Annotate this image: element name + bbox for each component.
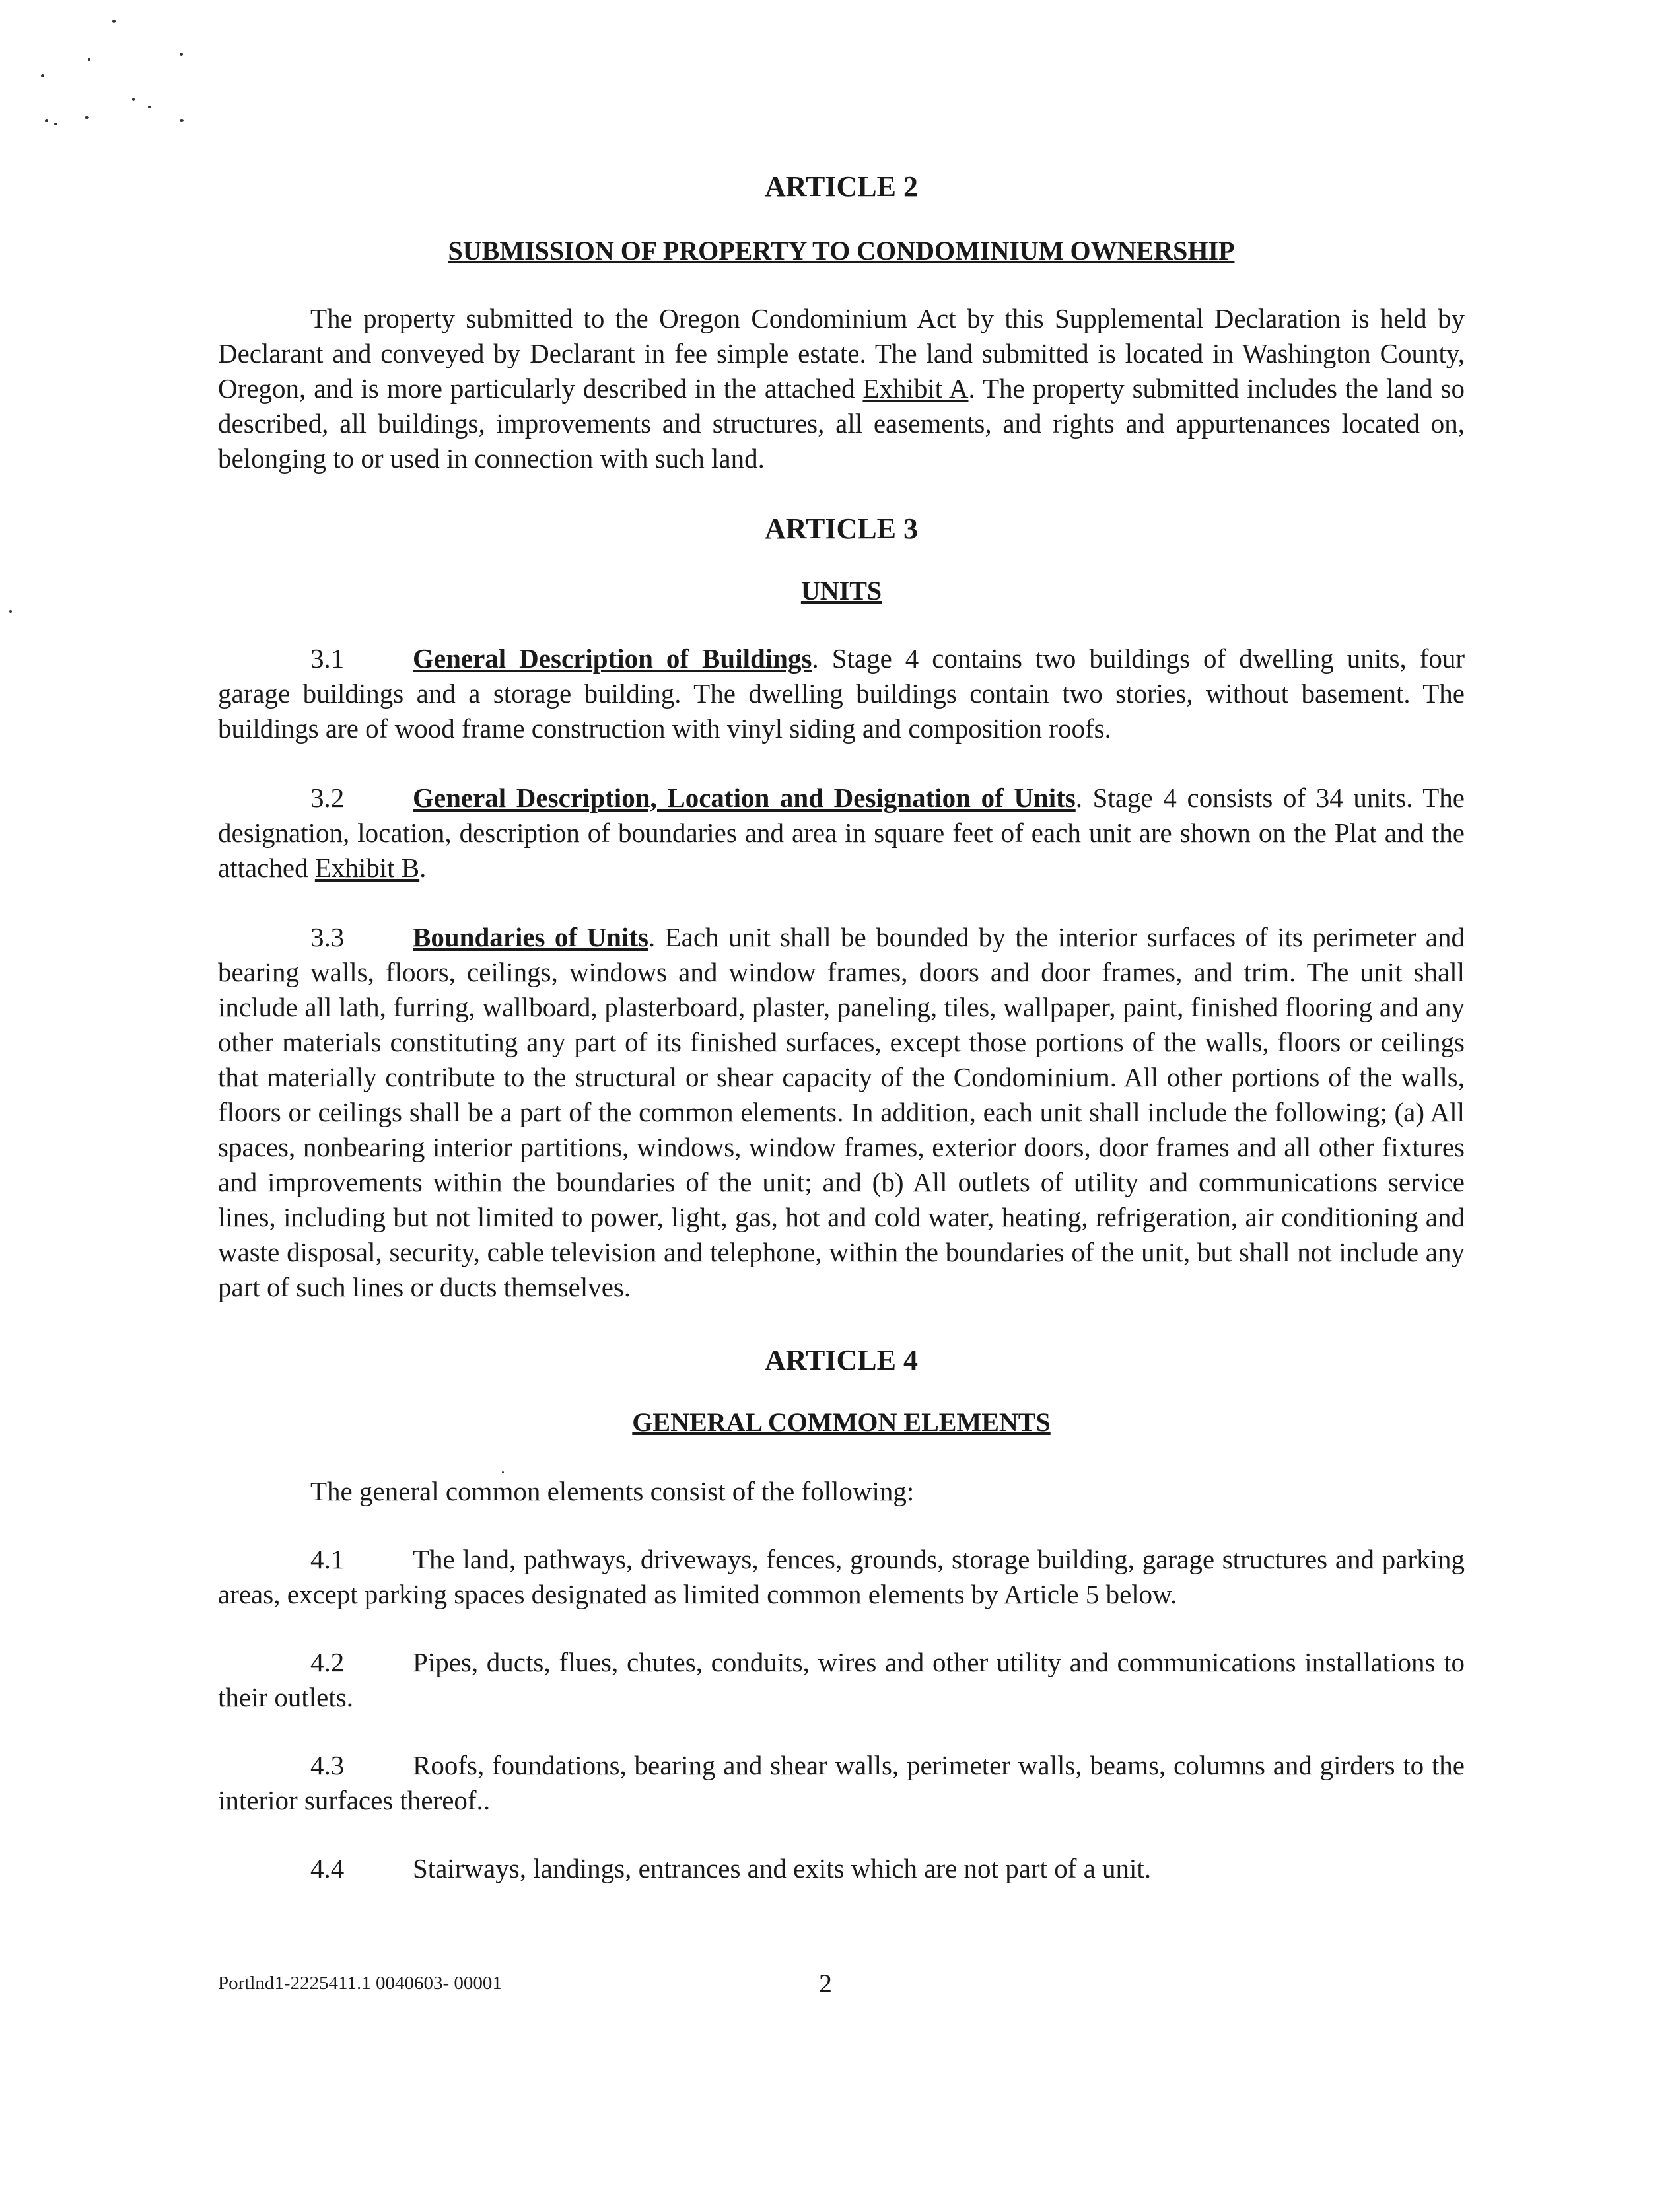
section-text: . Each unit shall be bounded by the interior surfaces of its perimeter and bearing walls, floors, ceilings, windows and window frames, doors and door frames, and trim. The unit shall include all lath, furring, wallboard, plasterboard, plaster, paneling, tiles, wallpaper, paint, finished flooring and any other materials constituting any part of its finished surfaces, except those portions of the walls, floors or ceilings that materially contribute to the structural or shear capacity of the Condominium. All other portions of the walls, floors or ceilings shall be a part of the common elements. In addition, each unit shall include the following; (a) All spaces, nonbearing interior partitions, windows, window frames, exterior doors, door frames and all other fixtures and improvements within the boundaries of the unit; and (b) All outlets of utility and communications service lines, including but not limited to power, light, gas, hot and cold water, heating, refrigeration, air conditioning and waste disposal, security, cable television and telephone, within the boundaries of the unit, but shall not include any part of such lines or ducts themselves.	[218, 922, 1465, 1302]
article-2-text: The property submitted to the Oregon Condominium Act by this Supplemental Declaration is held by Declarant and conveyed by Declarant in fee simple estate. The land submitted is located in Washington County, Oregon, and is more particularly described in the attached	[218, 303, 1465, 404]
section-title: Boundaries of Units	[413, 922, 648, 952]
scan-speck	[132, 98, 135, 101]
article-2-paragraph	[218, 301, 1465, 476]
article-3-heading: ARTICLE 3	[765, 512, 918, 545]
scan-speck	[180, 53, 183, 56]
section-number: 4.2	[310, 1647, 345, 1677]
section-title: General Description, Location and Designation of Units	[413, 783, 1076, 813]
section-3-1	[218, 641, 1465, 746]
article-2-heading: ARTICLE 2	[765, 170, 918, 203]
section-number: 4.3	[310, 1750, 345, 1780]
scan-speck	[9, 610, 12, 613]
section-4-1	[218, 1542, 1465, 1612]
section-number: 4.1	[310, 1544, 345, 1574]
article-2-subheading: SUBMISSION OF PROPERTY TO CONDOMINIUM OWNERSHIP	[448, 236, 1235, 265]
section-number: 4.4	[310, 1853, 345, 1883]
section-text: Pipes, ducts, flues, chutes, conduits, wires and other utility and communications installations to their outlets.	[218, 1647, 1465, 1712]
page-number: 2	[819, 1969, 832, 1998]
article-4-heading: ARTICLE 4	[765, 1344, 918, 1376]
article-4-subheading: GENERAL COMMON ELEMENTS	[632, 1407, 1051, 1437]
section-number: 3.2	[310, 783, 345, 813]
scan-speck	[112, 20, 116, 23]
article-2-text-end: . The property submitted includes the land so described, all buildings, improvements and structures, all easements, and rights and appurtenances located on, belonging to or used in connection with such land.	[218, 373, 1465, 474]
scan-speck	[41, 74, 44, 77]
exhibit-b-reference: Exhibit B	[314, 853, 420, 883]
article-4-intro: The general common elements consist of the following:	[310, 1476, 915, 1506]
section-4-2	[218, 1645, 1465, 1715]
section-3-3	[218, 920, 1465, 1305]
section-number: 3.1	[310, 643, 345, 674]
document-id: Portlnd1-2225411.1 0040603- 00001	[218, 1973, 502, 1994]
document-body	[218, 168, 1465, 1886]
scan-speck	[54, 123, 57, 125]
section-text: . Stage 4 consists of 34 units. The designation, location, description of boundaries and area in square feet of each unit are shown on the Plat and the attached	[218, 783, 1465, 883]
scan-speck	[148, 106, 151, 108]
section-3-2	[218, 781, 1465, 886]
section-title: General Description of Buildings	[413, 643, 812, 674]
section-text: The land, pathways, driveways, fences, grounds, storage building, garage structures and parking areas, except parking spaces designated as limited common elements by Article 5 below.	[218, 1544, 1465, 1609]
scan-speck	[180, 119, 184, 122]
scan-speck	[85, 116, 89, 119]
section-text-end: .	[419, 853, 427, 883]
section-text: Roofs, foundations, bearing and shear walls, perimeter walls, beams, columns and girders to the interior surfaces thereof..	[218, 1750, 1465, 1815]
exhibit-a-reference: Exhibit A	[862, 373, 969, 404]
section-4-3	[218, 1748, 1465, 1818]
scan-speck	[88, 58, 90, 61]
section-4-4	[218, 1851, 1465, 1886]
section-text: . Stage 4 contains two buildings of dwelling units, four garage buildings and a storage building. The dwelling buildings contain two stories, without basement. The buildings are of wood frame construction with vinyl siding and composition roofs.	[218, 643, 1465, 744]
scan-speck	[45, 119, 48, 122]
section-text: Stairways, landings, entrances and exits which are not part of a unit.	[413, 1853, 1152, 1883]
section-number: 3.3	[310, 922, 345, 952]
article-3-subheading: UNITS	[800, 576, 882, 606]
